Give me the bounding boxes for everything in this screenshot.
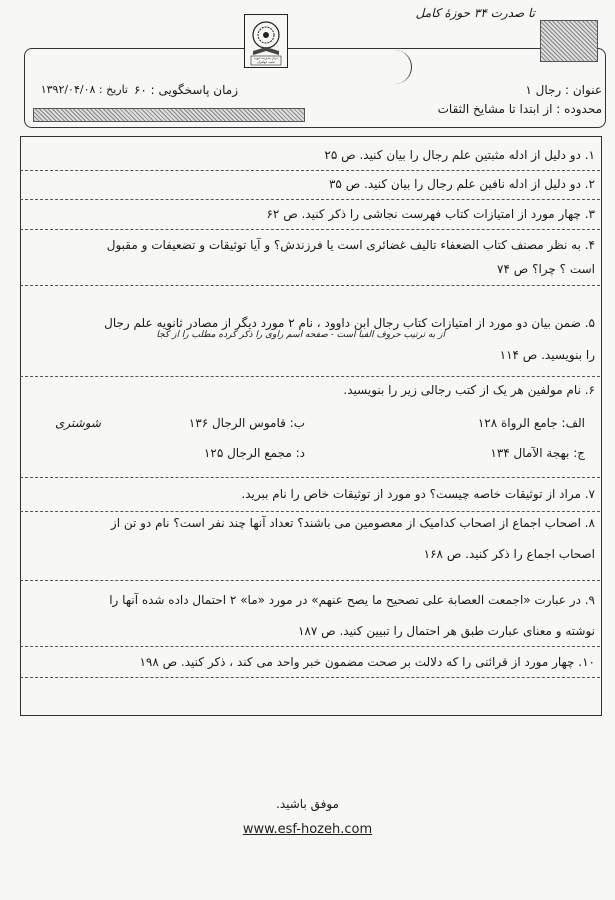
question-4-cont: است ؟ چرا؟ ص ۷۴ xyxy=(497,262,595,276)
website-link[interactable]: www.esf-hozeh.com xyxy=(242,822,373,837)
closing-text: موفق باشید. xyxy=(276,797,339,811)
blurred-student-info xyxy=(33,108,305,122)
divider xyxy=(20,285,600,286)
divider xyxy=(20,477,600,478)
divider xyxy=(20,511,600,512)
question-10: ۱۰. چهار مورد از قرائنی را که دلالت بر صحت مضمون خبر واحد می کند ، ذکر کنید. ص ۱۹۸ xyxy=(139,655,595,669)
divider xyxy=(20,199,600,200)
scan-stamp-area xyxy=(532,8,602,60)
question-1: ۱. دو دلیل از ادله مثبتین علم رجال را بیان کنید. ص ۲۵ xyxy=(324,148,595,162)
blurred-stamp xyxy=(540,20,598,62)
divider xyxy=(20,376,600,377)
question-8-cont: اصحاب اجماع را ذکر کنید. ص ۱۶۸ xyxy=(423,547,595,561)
exam-date: تاریخ : ۱۳۹۲/۰۴/۰۸ xyxy=(40,83,128,96)
question-4: ۴. به نظر مصنف کتاب الضعفاء تالیف غضائری است یا فرزندش؟ و آیا توثیقات و تضعیفات و مقبول xyxy=(106,238,595,252)
question-5-cont: را بنویسید. ص ۱۱۴ xyxy=(499,348,595,362)
question-3: ۳. چهار مورد از امتیازات کتاب فهرست نجاشی را ذکر کنید. ص ۶۲ xyxy=(266,207,595,221)
divider xyxy=(20,646,600,647)
question-6-item-a: الف: جامع الرواة ۱۲۸ xyxy=(477,416,585,430)
divider xyxy=(20,580,600,581)
handwritten-answer: از به ترتیب حروف الفبا است - صفحه اسم راوی را ذکر کرده مطلب را از کجا xyxy=(156,330,445,340)
question-6: ۶. نام مولفین هر یک از کتب رجالی زیر را بنویسید. xyxy=(343,383,595,397)
logo-caption: مرکز مدیریت حوزه علمیه خواهران xyxy=(253,56,279,64)
divider xyxy=(20,170,600,171)
question-7: ۷. مراد از توثیقات خاصه چیست؟ دو مورد از توثیقات خاص را نام ببرید. xyxy=(241,487,595,501)
question-6-item-c: ج: بهجة الآمال ۱۳۴ xyxy=(490,446,585,460)
institution-logo xyxy=(244,14,288,68)
question-6-item-b: ب: قاموس الرجال ۱۳۶ xyxy=(188,416,305,430)
question-2: ۲. دو دلیل از ادله نافین علم رجال را بیان کنید. ص ۳۵ xyxy=(328,177,595,191)
divider xyxy=(20,677,600,678)
question-5: ۵. ضمن بیان دو مورد از امتیازات کتاب رجال ابن داوود ، نام ۲ مورد دیگر از مصادر ثانویه علم رجال xyxy=(104,316,595,330)
handwritten-note: تا صدرت ۳۴ حوزهٔ کامل xyxy=(415,6,535,20)
handwritten-answer: شوشتری xyxy=(55,416,101,430)
exam-subject: عنوان : رجال ۱ xyxy=(525,83,602,97)
divider xyxy=(20,229,600,230)
exam-scope: محدوده : از ابتدا تا مشایخ الثقات xyxy=(437,102,602,116)
question-6-item-d: د: مجمع الرجال ۱۲۵ xyxy=(203,446,305,460)
question-9-cont: نوشته و معنای عبارت طبق هر احتمال را تبیین کنید. ص ۱۸۷ xyxy=(297,624,595,638)
question-9: ۹. در عبارت «اجمعت العصابة علی تصحیح ما یصح عنهم» در مورد «ما» ۲ احتمال داده شده آنها را xyxy=(109,593,595,607)
exam-duration: زمان پاسخگویی : ۶۰ xyxy=(133,83,238,97)
question-8: ۸. اصحاب اجماع از اصحاب کدامیک از معصومین می باشند؟ تعداد آنها چند نفر است؟ نام دو تن از xyxy=(110,516,595,530)
